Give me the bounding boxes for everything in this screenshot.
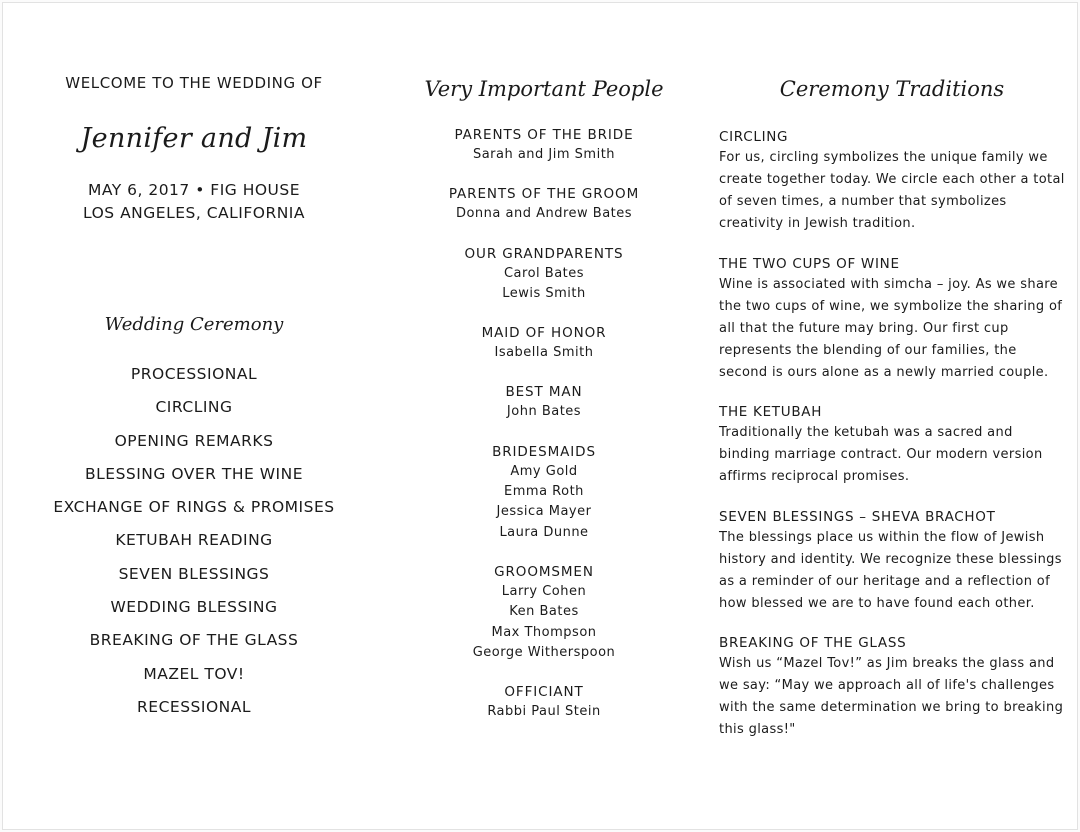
ceremony-item: MAZEL TOV! xyxy=(143,664,245,683)
tradition-text: Wine is associated with simcha – joy. As we share the two cups of wine, we symbolize the sharing of all that the future may bring. Our first cup represents the blending of our families, the second is ours alone as a newly married couple. xyxy=(719,276,1063,380)
welcome-heading: WELCOME TO THE WEDDING OF xyxy=(65,74,323,92)
vip-group xyxy=(403,125,685,165)
vip-group xyxy=(403,442,685,543)
vip-group xyxy=(403,244,685,305)
tradition-section xyxy=(719,128,1065,235)
ceremony-item: EXCHANGE OF RINGS & PROMISES xyxy=(53,498,335,517)
vip-title: Very Important People xyxy=(424,77,664,101)
vip-groups xyxy=(403,125,685,741)
vip-name: John Bates xyxy=(506,404,582,420)
tradition-text: Wish us “Mazel Tov!” as Jim breaks the glass and we say: “May we approach all of life's challenges with the same determination we bring to breaking this glass!" xyxy=(719,656,1064,737)
program-page xyxy=(2,2,1078,830)
tradition-text: The blessings place us within the flow of Jewish history and identity. We recognize these blessings as a reminder of our heritage and a reflection of how blessed we are to have found each other. xyxy=(719,529,1062,611)
tradition-section xyxy=(719,403,1065,488)
tradition-heading: BREAKING OF THE GLASS xyxy=(719,635,907,651)
vip-role: OUR GRANDPARENTS xyxy=(464,245,624,262)
vip-name: Rabbi Paul Stein xyxy=(487,704,601,720)
vip-role: OFFICIANT xyxy=(504,684,584,701)
tradition-section xyxy=(719,508,1065,615)
vip-role: PARENTS OF THE GROOM xyxy=(448,186,640,203)
vip-name: George Witherspoon xyxy=(472,644,616,660)
date-venue xyxy=(33,179,355,225)
traditions-list xyxy=(719,128,1065,761)
vip-name: Ken Bates xyxy=(509,604,579,620)
tradition-text: Traditionally the ketubah was a sacred and binding marriage contract. Our modern version affirms reciprocal promises. xyxy=(719,425,1043,484)
vip-group xyxy=(403,323,685,363)
vip-role: MAID OF HONOR xyxy=(481,325,607,342)
vip-role: GROOMSMEN xyxy=(494,563,594,580)
ceremony-order-list xyxy=(33,364,355,730)
tradition-heading: CIRCLING xyxy=(719,129,789,145)
vip-role: BRIDESMAIDS xyxy=(492,443,596,460)
tradition-section xyxy=(719,255,1065,384)
vip-name: Laura Dunne xyxy=(499,524,589,540)
traditions-title: Ceremony Traditions xyxy=(779,77,1005,101)
vip-group xyxy=(403,184,685,224)
vip-name: Max Thompson xyxy=(491,624,597,640)
ceremony-title: Wedding Ceremony xyxy=(104,314,284,335)
vip-name: Carol Bates xyxy=(503,265,585,281)
ceremony-item: CIRCLING xyxy=(155,398,233,417)
ceremony-item: OPENING REMARKS xyxy=(114,431,274,450)
vip-name: Donna and Andrew Bates xyxy=(455,206,633,222)
vip-name: Jessica Mayer xyxy=(496,504,592,520)
ceremony-item: WEDDING BLESSING xyxy=(110,598,278,617)
ceremony-item: BREAKING OF THE GLASS xyxy=(89,631,299,650)
vip-name: Emma Roth xyxy=(504,484,584,500)
vip-role: BEST MAN xyxy=(505,384,583,401)
vip-name: Isabella Smith xyxy=(494,345,594,361)
vip-group xyxy=(403,562,685,663)
tradition-heading: SEVEN BLESSINGS – SHEVA BRACHOT xyxy=(719,508,996,525)
location-line: LOS ANGELES, CALIFORNIA xyxy=(83,204,305,222)
vip-group xyxy=(403,682,685,722)
vip-name: Larry Cohen xyxy=(501,583,587,599)
ceremony-item: KETUBAH READING xyxy=(115,531,273,550)
ceremony-item: PROCESSIONAL xyxy=(130,365,258,383)
vip-group xyxy=(403,382,685,422)
ceremony-item: BLESSING OVER THE WINE xyxy=(85,464,303,483)
vip-name: Sarah and Jim Smith xyxy=(472,147,616,162)
tradition-heading: THE TWO CUPS OF WINE xyxy=(719,255,900,272)
ceremony-item: SEVEN BLESSINGS xyxy=(118,564,270,583)
tradition-section xyxy=(719,634,1065,741)
ceremony-item: RECESSIONAL xyxy=(137,697,251,716)
date-line: MAY 6, 2017 • FIG HOUSE xyxy=(87,181,301,199)
vip-role: PARENTS OF THE BRIDE xyxy=(454,127,634,143)
couple-names: Jennifer and Jim xyxy=(80,123,308,154)
tradition-text: For us, circling symbolizes the unique family we create together today. We circle each other a total of seven times, a number that symbolizes creativity in Jewish tradition. xyxy=(719,150,1065,231)
vip-name: Lewis Smith xyxy=(502,285,586,301)
tradition-heading: THE KETUBAH xyxy=(719,404,823,420)
vip-name: Amy Gold xyxy=(510,463,578,479)
